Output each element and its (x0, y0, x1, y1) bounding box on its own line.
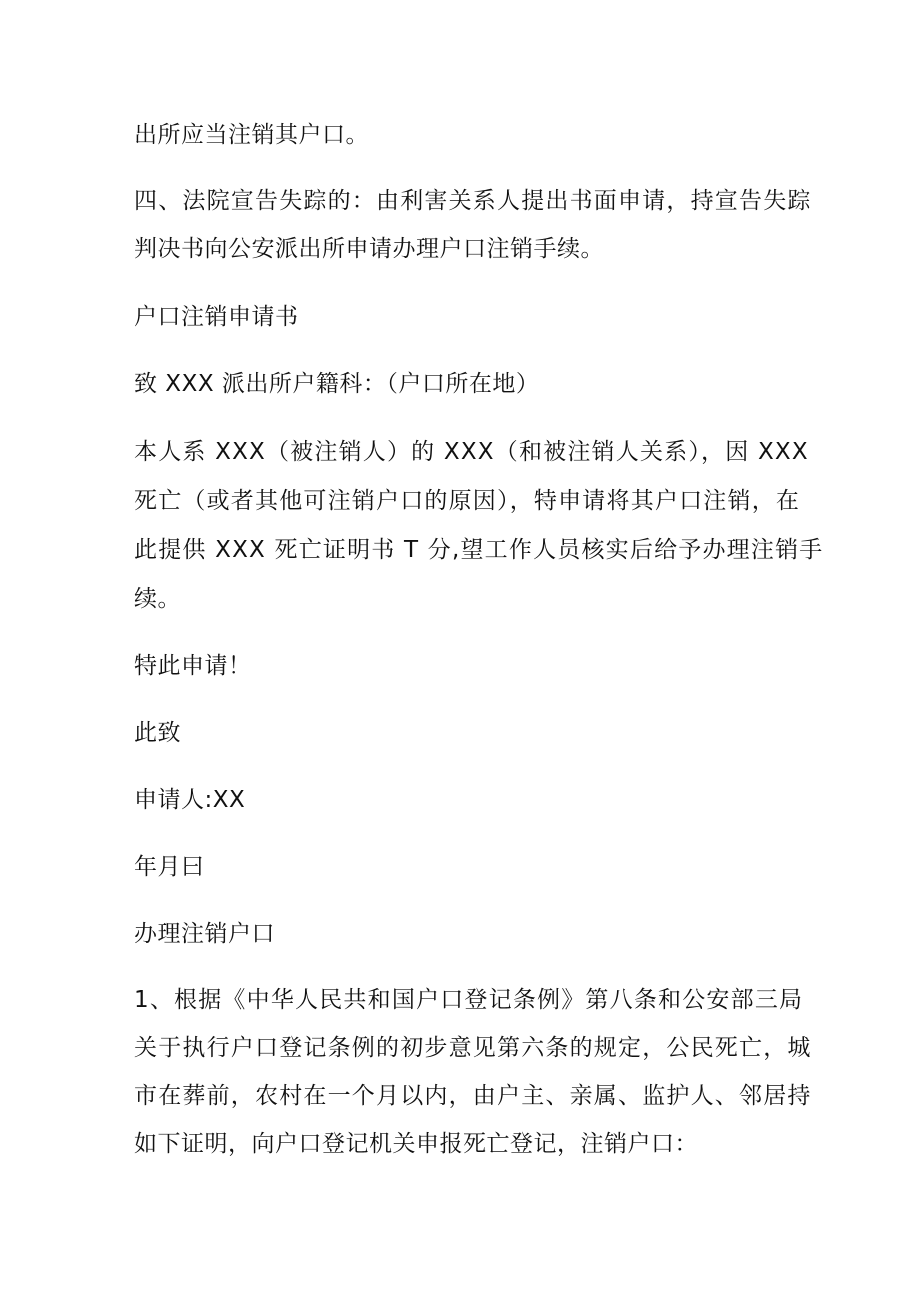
closing-request: 特此申请！ (134, 653, 252, 679)
text-line-9: 续。 (134, 586, 181, 612)
text-line-1: 出所应当注销其户口。 (134, 122, 369, 148)
text-line-17: 市在葬前，农村在一个月以内，由户主、亲属、监护人、邻居持 (134, 1083, 812, 1109)
text-line-6: 本人系 XXX（被注销人）的 XXX（和被注销人关系），因 XXX (134, 439, 809, 465)
text-line-18: 如下证明，向户口登记机关申报死亡登记，注销户口： (134, 1131, 698, 1157)
addressee-line: 致 XXX 派出所户籍科：（户口所在地） (134, 371, 540, 397)
salutation: 此致 (134, 720, 181, 746)
text-line-2: 四、法院宣告失踪的：由利害关系人提出书面申请，持宣告失踪 (134, 188, 812, 214)
text-line-16: 关于执行户口登记条例的初步意见第六条的规定，公民死亡，城 (134, 1035, 812, 1061)
date-line: 年月曰 (134, 854, 205, 880)
section-heading: 办理注销户口 (134, 921, 275, 947)
text-line-15: 1、根据《中华人民共和国户口登记条例》第八条和公安部三局 (134, 987, 804, 1013)
text-line-8: 此提供 XXX 死亡证明书 T 分,望工作人员核实后给予办理注销手 (134, 537, 824, 563)
application-title: 户口注销申请书 (134, 304, 299, 330)
text-line-3: 判决书向公安派出所申请办理户口注销手续。 (134, 236, 604, 262)
applicant-line: 申请人:XX (134, 787, 246, 813)
text-line-7: 死亡（或者其他可注销户口的原因），特申请将其户口注销，在 (134, 488, 801, 514)
